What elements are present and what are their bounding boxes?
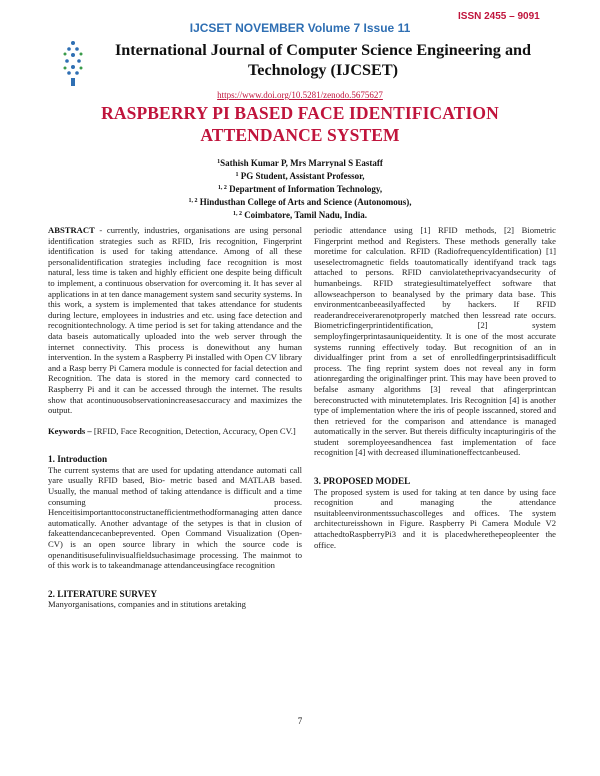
doi-link[interactable]: https://www.doi.org/10.5281/zenodo.5675627 bbox=[217, 90, 383, 100]
issn-label: ISSN 2455 – 9091 bbox=[458, 11, 540, 22]
literature-survey-text-continued: periodic attendance using [1] RFID methods, [2] Biometric Fingerprint method and Registers. These methods generally take moretime for calculation. RFID (RadiofrequencyIdentification) [1] useselectromagnetic fields toautomatically identifyand track tags attached to persons. RFID canviolatetheprivacyandsecurity of humanbeings. RFID strategiesultimatelyeffect software that allowseachperson to beanalysed by the primary data base. This environmentcanbeeasilyaffected by hackers. If RFID readerandreceiverarenotproperly matched then lessread rate occurs. Biometricfingerprintidentification, [2] system semployfingerprintasauniqueidentity. It is one of the most accurate systems running effectively today. But recognition of an in dividualfinger print from a set of enrolledfingerprintsisadifficult process. The fing reprint system does not reveal any in form ationregarding the originalfinger print. This may have been proved to befalse asmany algorithms [3] reveal that afingerprintcan bereconstructed with minutetemplates. Iris Recognition [4] is another type of implementation where the iris of people isscanned, stored and then retrieved for the comparison and attendance is managed automatically in the server. But thereis difficulty incapturingiris of the student soremployeesandhencea fast implementation of face recognition [4] with decreased illuminationeffectcanbeused. bbox=[314, 225, 556, 458]
journal-issue-header: IJCSET NOVEMBER Volume 7 Issue 11 bbox=[189, 21, 411, 35]
paper-title: RASPBERRY PI BASED FACE IDENTIFICATION ATTENDANCE SYSTEM bbox=[101, 103, 499, 145]
journal-logo-icon bbox=[62, 40, 84, 86]
literature-survey-heading: 2. LITERATURE SURVEY bbox=[48, 588, 158, 599]
right-column bbox=[314, 225, 556, 550]
introduction-heading: 1. Introduction bbox=[48, 454, 108, 465]
journal-title: International Journal of Computer Science Engineering and Technology (IJCSET) bbox=[114, 41, 532, 79]
proposed-model-heading: 3. PROPOSED MODEL bbox=[314, 476, 411, 487]
page-number: 7 bbox=[297, 716, 303, 726]
keywords-paragraph: Keywords – [RFID, Face Recognition, Detection, Accuracy, Open CV.] bbox=[48, 425, 296, 436]
abstract-paragraph: ABSTRACT - currently, industries, organisations are using personal identification strategies such as RFID, Iris recognition, Fingerprint identification is used for taking attendance. Among of all these personalidentification strategies including face recognition is most natural, less time is taken and highly efficient one despite being difficult to implement, a continuous observation for overcoming it. It has sever al applications in at ten dance management system sand security systems. In this work, a system is implemented that takes attendance for students during lecture, employees in industries and etc. using face detection and recognitiontechnology. A time period is set for taking attendance and the data baseis automatically uploaded into the web server through the internet connectivity. This process is donewithout any human intervention. In the system a Raspberry Pi installed with Open CV library and a Rasp berry Pi Camera module is connected for facial detection and Recognition. The data is stored in the memory card connected to Raspberry Pi and it can be accessed through the internet. The results show that acontinuousobservationincreasesaccuracy and maximizes the output. bbox=[48, 225, 302, 416]
author-names: $^1$Sathish Kumar P, Mrs Marrynal S Eastaff bbox=[217, 158, 383, 168]
author-department: $^{1, 2}$ Department of Information Technology, bbox=[217, 184, 383, 194]
author-college: $^{1, 2}$ Hindusthan College of Arts and Science (Autonomous), bbox=[188, 197, 412, 207]
literature-survey-text-start: Manyorganisations, companies and in stitutions aretaking bbox=[48, 599, 246, 610]
author-roles: $^1$ PG Student, Assistant Professor, bbox=[235, 171, 365, 181]
author-block bbox=[0, 156, 600, 221]
proposed-model-text: The proposed system is used for taking at ten dance by using face recognition and managing the attendance nsuitableenvironmentssuchascolleges and offices. The system architectureisshown in Figure. Raspberry Pi Camera Module V2 attachedtoRaspberryPi3 and it is placedwherethepeopleenter the office. bbox=[314, 486, 556, 550]
author-city: $^{1, 2}$ Coimbatore, Tamil Nadu, India. bbox=[232, 210, 368, 220]
left-column bbox=[48, 225, 302, 610]
introduction-text: The current systems that are used for updating attendance automati call yare usually RFID based, Bio- metric based and MATLAB based. Usually, the manual method of taking attendance is difficult and a time consuming process. Henceitisimportanttoconstructanefficientmethodformanaging atten dance automatically. Another advantage of the setypes is that in clusion of fakeattendancecanbeprevented. Open Command Visualization (Open-CV) is an open source library in which the source code is openanditisusefulinvisualfieldsuchasimage processing. The mainmot to of this work is to takeandmanage attendanceusingface recognition bbox=[48, 464, 302, 571]
